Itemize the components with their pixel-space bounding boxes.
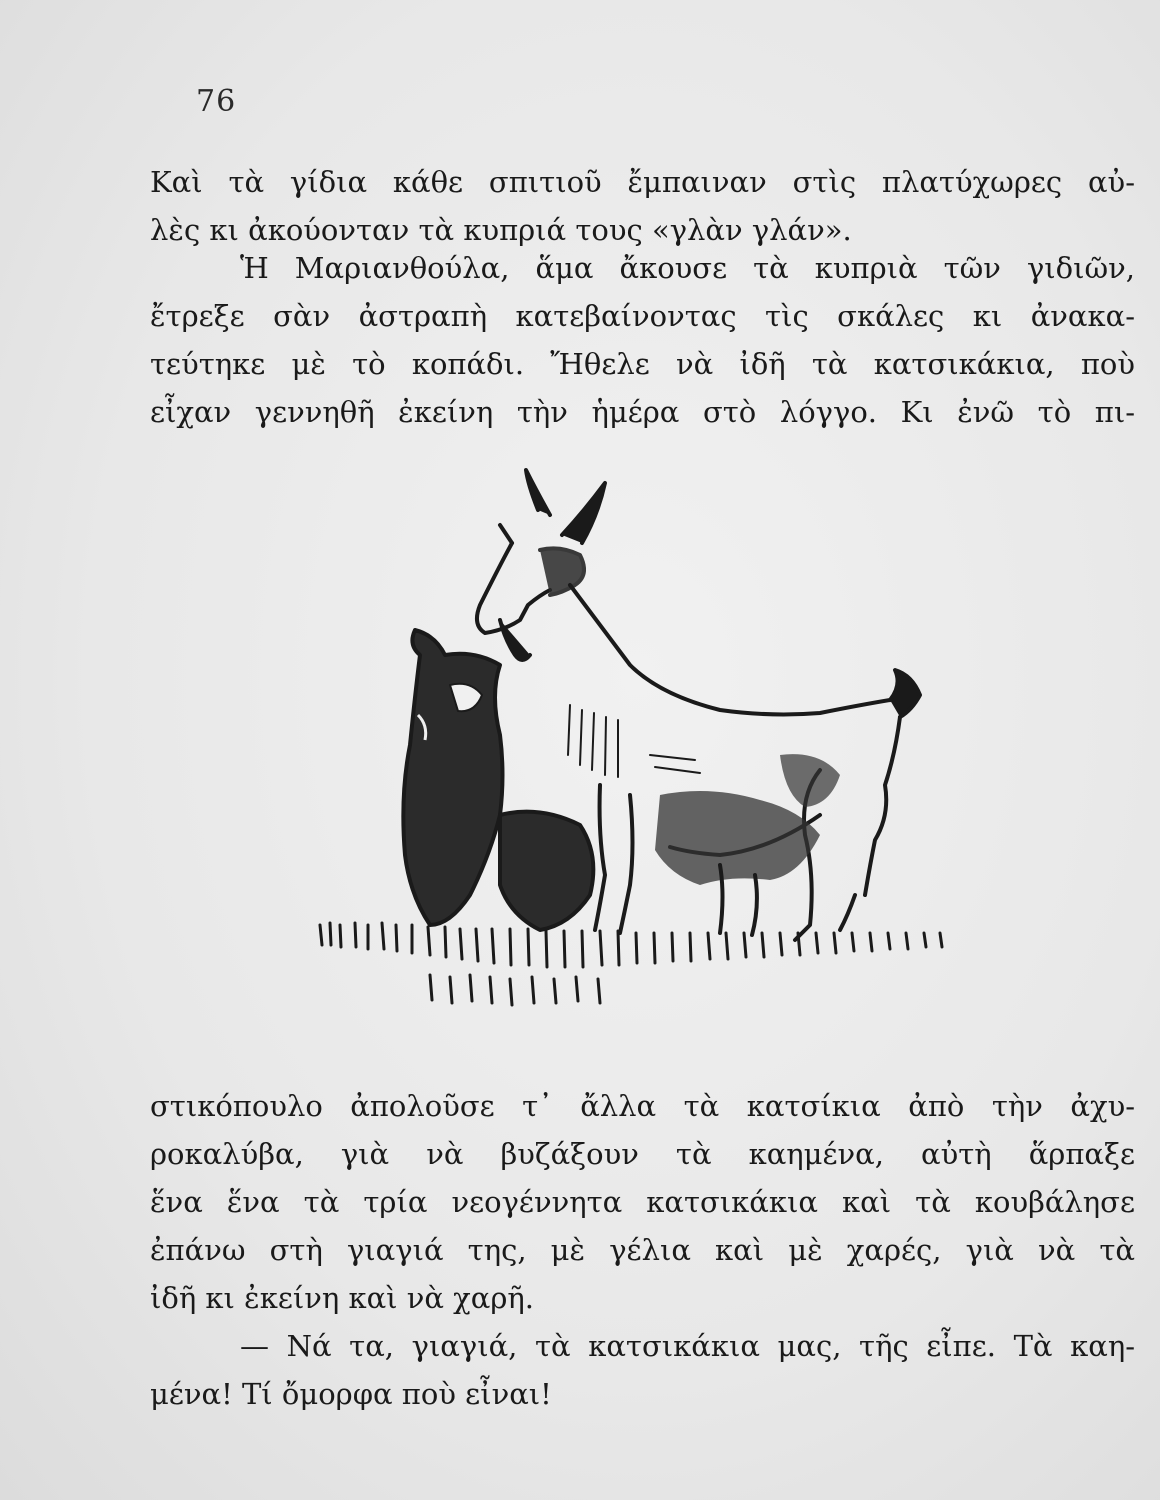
text-line: Καὶ τὰ γίδια κάθε σπιτιοῦ ἔμπαιναν στὶς πλατύχωρες αὐ- <box>150 165 1135 199</box>
grass <box>320 923 942 1005</box>
text-line: τεύτηκε μὲ τὸ κοπάδι. Ἤθελε νὰ ἰδῆ τὰ κατσικάκια, ποὺ <box>150 347 1135 381</box>
text-line: λὲς κι ἀκούονταν τὰ κυπριά τους «γλὰν γλάν». <box>150 213 852 247</box>
text-line: ἰδῆ κι ἐκείνη καὶ νὰ χαρῆ. <box>150 1281 534 1315</box>
text-line: ἐπάνω στὴ γιαγιά της, μὲ γέλια καὶ μὲ χαρές, γιὰ νὰ τὰ <box>150 1233 1135 1267</box>
goat-illustration <box>300 455 960 1015</box>
paragraph-4 <box>150 1322 1135 1418</box>
kid-goat <box>403 630 593 930</box>
text-line: Ἡ Μαριανθούλα, ἅμα ἄκουσε τὰ κυπριὰ τῶν γιδιῶν, <box>240 251 1135 285</box>
text-line: στικόπουλο ἀπολοῦσε τ᾿ ἄλλα τὰ κατσίκια ἀπὸ τὴν ἀχυ- <box>150 1089 1135 1123</box>
text-line: εἶχαν γεννηθῆ ἐκείνη τὴν ἡμέρα στὸ λόγγο. Κι ἐνῶ τὸ πι- <box>150 395 1135 429</box>
paragraph-1 <box>150 158 1135 254</box>
text-line: ροκαλύβα, γιὰ νὰ βυζάξουν τὰ καημένα, αὐτὴ ἅρπαξε <box>150 1137 1135 1171</box>
text-line: ἕνα ἕνα τὰ τρία νεογέννητα κατσικάκια καὶ τὰ κουβάλησε <box>150 1185 1135 1219</box>
paragraph-2 <box>150 244 1135 436</box>
text-line: μένα! Τί ὄμορφα ποὺ εἶναι! <box>150 1377 552 1411</box>
page-number: 76 <box>196 84 237 119</box>
text-line: — Νά τα, γιαγιά, τὰ κατσικάκια μας, τῆς εἶπε. Τὰ καη- <box>240 1329 1135 1363</box>
text-line: ἔτρεξε σὰν ἀστραπὴ κατεβαίνοντας τὶς σκάλες κι ἀνακα- <box>150 299 1135 333</box>
paragraph-3 <box>150 1082 1135 1322</box>
